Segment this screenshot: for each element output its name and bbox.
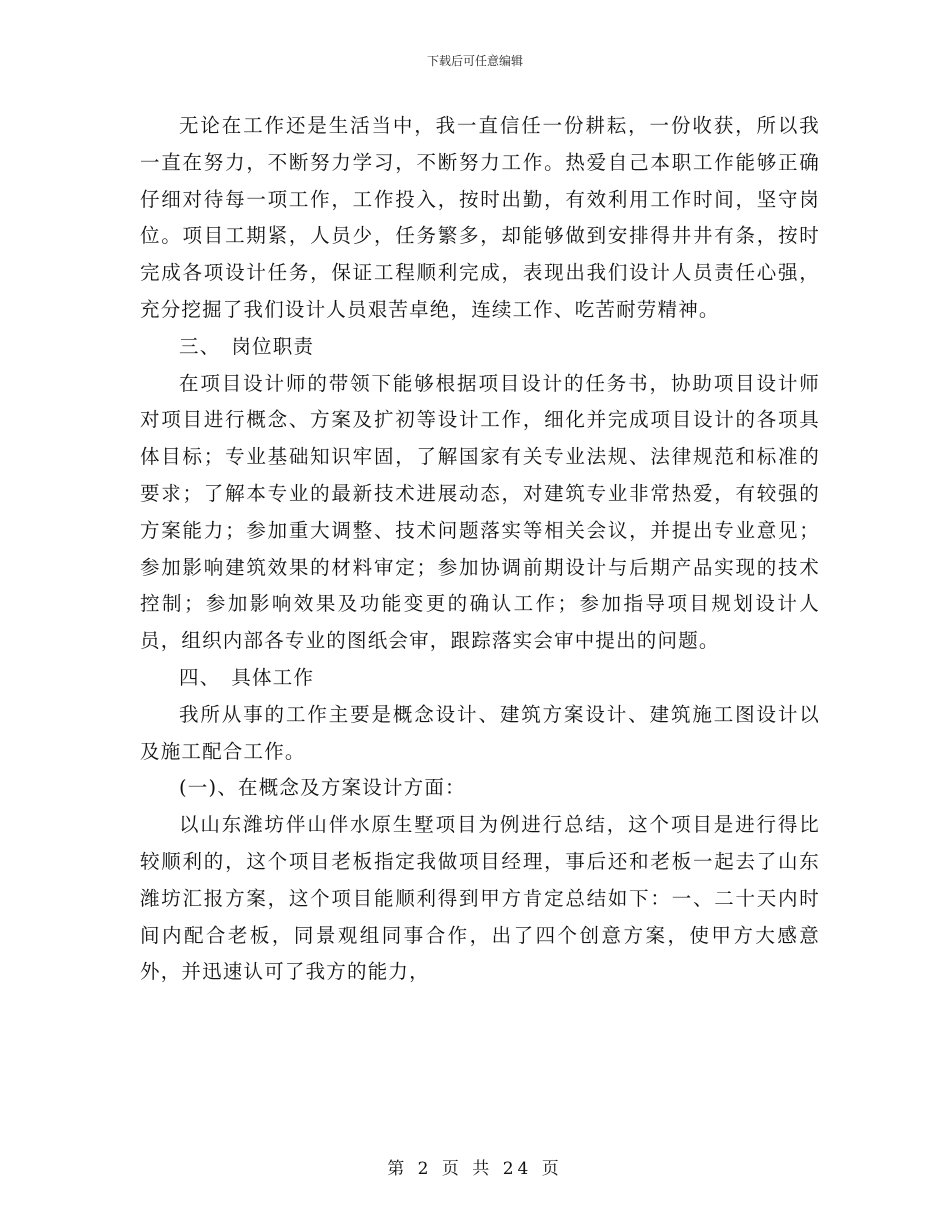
paragraph-specific-work: 我所从事的工作主要是概念设计、建筑方案设计、建筑施工图设计以及施工配合工作。 [140, 702, 820, 763]
section-heading-job-duties: 三、 岗位职责 [179, 334, 315, 358]
page-header: 下载后可任意编辑 [426, 54, 523, 68]
paragraph-project-summary: 以山东潍坊伴山伴水原生墅项目为例进行总结，这个项目是进行得比较顺利的，这个项目老板指定我做项目经理，事后还和老板一起去了山东潍坊汇报方案，这个项目能顺利得到甲方肯定总结如下：一、二十天内时间内配合老板，同景观组同事合作，出了四个创意方案，使甲方大感意外，并迅速认可了我方的能力， [140, 813, 820, 984]
section-heading-specific-work: 四、 具体工作 [179, 665, 315, 689]
page-number: 第 2 页 共 24 页 [387, 1159, 563, 1179]
paragraph-work-attitude: 无论在工作还是生活当中，我一直信任一份耕耘，一份收获，所以我一直在努力，不断努力学习，不断努力工作。热爱自己本职工作能够正确仔细对待每一项工作，工作投入，按时出勤，有效利用工作时间，坚守岗位。项目工期紧，人员少，任务繁多，却能够做到安排得井井有条，按时完成各项设计任务，保证工程顺利完成，表现出我们设计人员责任心强，充分挖掘了我们设计人员艰苦卓绝，连续工作、吃苦耐劳精神。 [140, 114, 820, 321]
paragraph-job-duties: 在项目设计师的带领下能够根据项目设计的任务书，协助项目设计师对项目进行概念、方案及扩初等设计工作，细化并完成项目设计的各项具体目标；专业基础知识牢固，了解国家有关专业法规、法律规范和标准的要求；了解本专业的最新技术进展动态，对建筑专业非常热爱，有较强的方案能力；参加重大调整、技术问题落实等相关会议，并提出专业意见；参加影响建筑效果的材料审定；参加协调前期设计与后期产品实现的技术控制；参加影响效果及功能变更的确认工作；参加指导项目规划设计人员，组织内部各专业的图纸会审，跟踪落实会审中提出的问题。 [140, 371, 820, 653]
subheading-concept-design: (一)、在概念及方案设计方面： [179, 776, 466, 800]
document-body [140, 108, 820, 991]
